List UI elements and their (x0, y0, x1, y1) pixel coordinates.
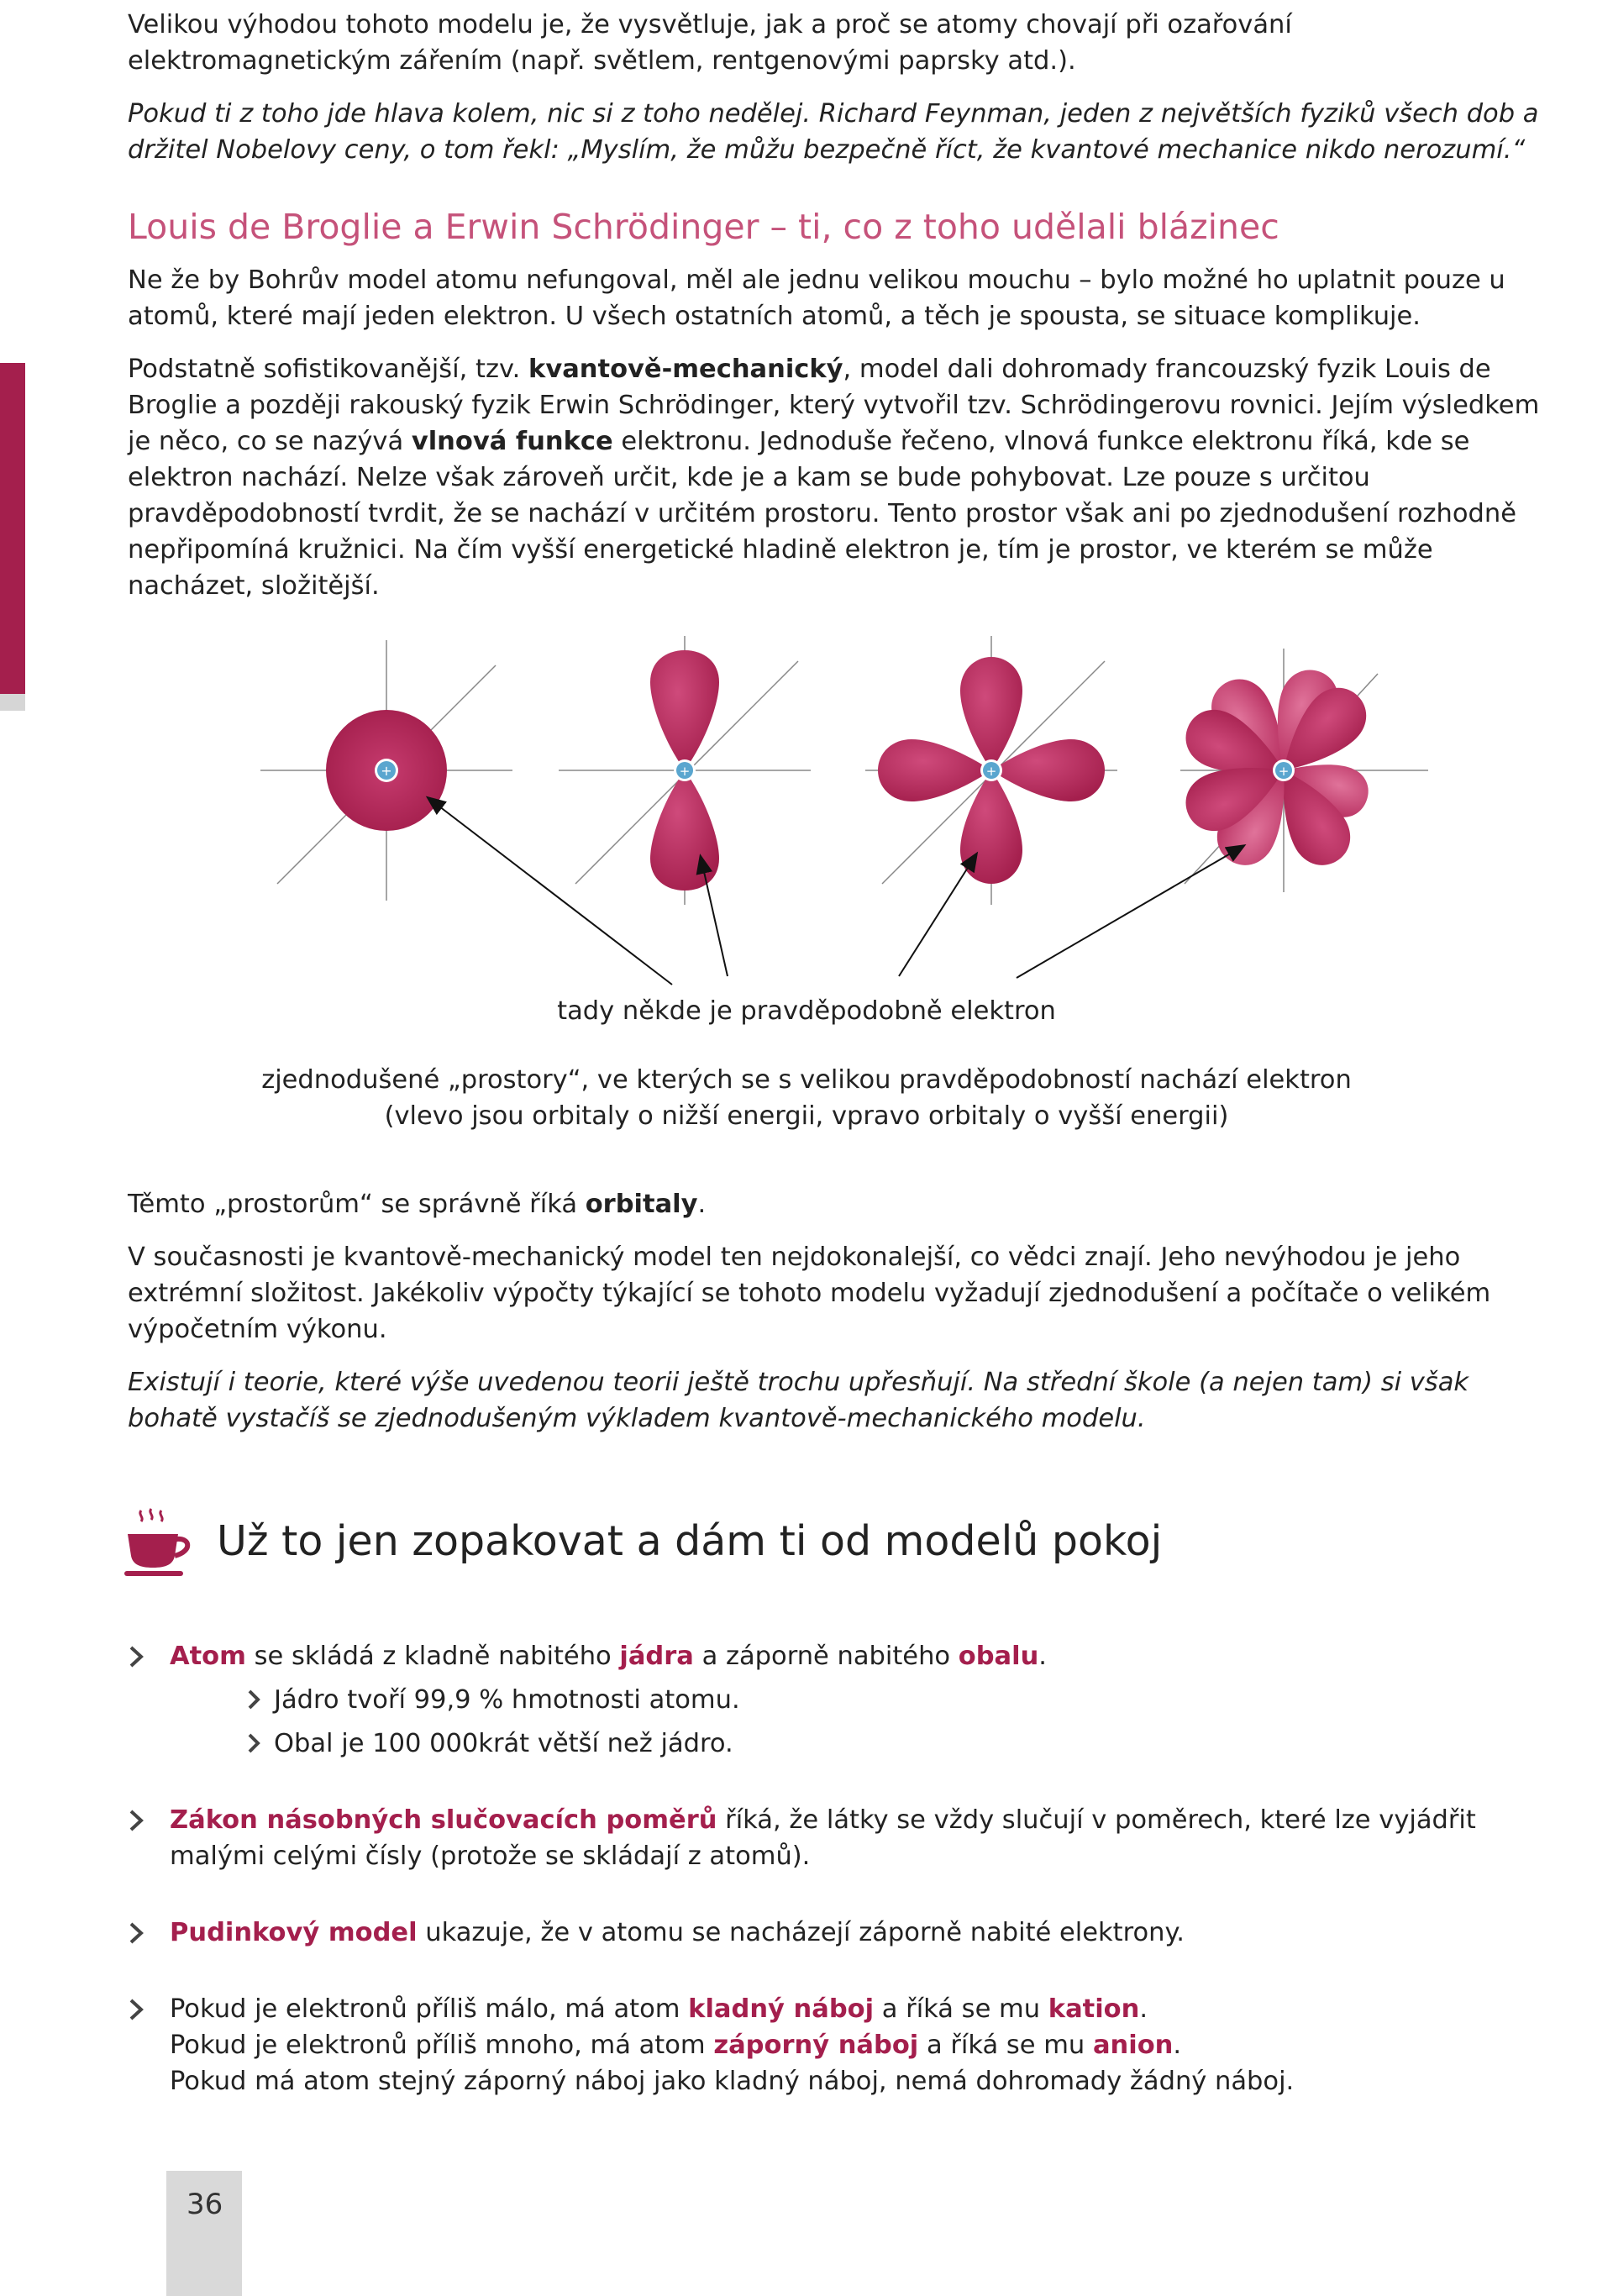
chevron-right-icon (246, 1689, 263, 1710)
section-paragraph-2: Podstatně sofistikovanější, tzv. kvantově-mechanický, model dali dohromady francouzský fyzik Louis de Broglie a později rakouský fyzik Erwin Schrödinger, který vytvořil tzv. Schrödingerovu rovnici. Jejím výsledkem je něco, co se nazývá vlnová funkce elektronu. Jednoduše řečeno, vlnová funkce elektronu říká, kde se elektron nachází. Nelze však zároveň určit, kde je a kam se bude pohybovat. Lze pouze s určitou pravděpodobností tvrdit, že se nachází v určitém prostoru. Tento prostor však ani po zjednodušení rozhodně nepřipomíná kružnici. Na čím vyšší energetické hladině elektron je, tím je prostor, ve kterém se může nacházet, složitější. (128, 355, 1540, 601)
list-item-law: Zákon násobných slučovacích poměrů říká, že látky se vždy slučují v poměrech, které lze vyjádřit malými celými čísly (protože se skládají z atomů). (124, 1802, 1553, 1874)
chevron-right-icon (128, 1645, 146, 1668)
theories-paragraph: Existují i teorie, které výše uvedenou teorii ještě trochu upřesňují. Na střední škole (a nejen tam) si však bohatě vystačíš se zjednodušeným výkladem kvantově-mechanického modelu. (128, 1368, 1469, 1433)
chevron-right-icon (128, 1998, 146, 2021)
term-quantum-mechanical: kvantově-mechanický (528, 355, 843, 384)
arrow-1 (428, 798, 672, 985)
model-paragraph: V současnosti je kvantově-mechanický model ten nejdokonalejší, co vědci znají. Jeho nevýhodou je jeho extrémní složitost. Jakékoliv výpočty týkající se tohoto modelu vyžadují zjednodušení a počítače o velikém výpočetním výkonu. (128, 1243, 1491, 1344)
main-text (128, 7, 1547, 604)
list-item-pudding: Pudinkový model ukazuje, že v atomu se nacházejí záporně nabité elektrony. (124, 1915, 1553, 1951)
chevron-right-icon (246, 1732, 263, 1754)
figure-caption-line-2: (vlevo jsou orbitaly o nižší energii, vpravo orbitaly o vyšší energii) (384, 1101, 1229, 1131)
list-subitem-shell: Obal je 100 000krát větší než jádro. (124, 1726, 1553, 1762)
list-subitem-nucleus: Jádro tvoří 99,9 % hmotnosti atomu. (124, 1682, 1553, 1718)
svg-text:+: + (1278, 764, 1290, 779)
feynman-quote: Pokud ti z toho jde hlava kolem, nic si z toho nedělej. Richard Feynman, jeden z největších fyziků všech dob a držitel Nobelovy ceny, o tom řekl: „Myslím, že můžu bezpečně říct, že kvantové mechanice nikdo nerozumí.“ (128, 99, 1539, 165)
nucleus-1 (375, 759, 398, 782)
term-wave-function: vlnová funkce (411, 427, 613, 456)
nucleus-2 (674, 759, 696, 781)
summary-header (124, 1504, 1553, 1579)
arrow-3 (899, 854, 976, 976)
nucleus-4 (1273, 759, 1295, 781)
svg-text:+: + (381, 763, 392, 779)
list-item-atom: Atom se skládá z kladně nabitého jádra a záporně nabitého obalu. (124, 1638, 1553, 1674)
intro-paragraph: Velikou výhodou tohoto modelu je, že vysvětluje, jak a proč se atomy chovají při ozařování elektromagnetickým zářením (např. světlem, rentgenovými paprsky atd.). (128, 10, 1292, 76)
term-orbitals: orbitaly (585, 1190, 698, 1219)
list-item-ions: Pokud je elektronů příliš málo, má atom kladný náboj a říká se mu kation. Pokud je elektronů příliš mnoho, má atom záporný náboj a říká se mu anion. Pokud má atom stejný záporný náboj jako kladný náboj, nemá dohromady žádný náboj. (124, 1991, 1553, 2099)
page-number: 36 (187, 2188, 223, 2221)
side-accent-bar (0, 363, 25, 694)
summary-list (124, 1638, 1553, 2099)
arrow-4 (1017, 846, 1243, 978)
f-orbital (1176, 649, 1428, 892)
after-figure-text (128, 1186, 1547, 1437)
chevron-right-icon (128, 1809, 146, 1832)
figure-caption (0, 1062, 1613, 1134)
page-number-box (166, 2171, 242, 2296)
nucleus-3 (980, 759, 1002, 781)
svg-text:+: + (985, 764, 997, 779)
coffee-cup-icon (124, 1504, 195, 1579)
orbitals-paragraph: Těmto „prostorům“ se správně říká orbitaly. (128, 1190, 707, 1219)
section-paragraph-1: Ne že by Bohrův model atomu nefungoval, měl ale jednu velikou mouchu – bylo možné ho uplatnit pouze u atomů, které mají jeden elektron. U všech ostatních atomů, a těch je spousta, se situace komplikuje. (128, 265, 1505, 331)
svg-text:+: + (679, 764, 691, 779)
section-heading: Louis de Broglie a Erwin Schrödinger – ti, co z toho udělali blázinec (128, 207, 1279, 247)
figure-caption-line-1: zjednodušené „prostory“, ve kterých se s velikou pravděpodobností nachází elektron (261, 1065, 1352, 1095)
side-accent-bar-end (0, 694, 25, 711)
arrow-label: tady někde je pravděpodobně elektron (557, 996, 1056, 1026)
orbitals-figure (252, 632, 1428, 1001)
summary-title: Už to jen zopakovat a dám ti od modelů pokoj (217, 1517, 1163, 1565)
chevron-right-icon (128, 1921, 146, 1945)
